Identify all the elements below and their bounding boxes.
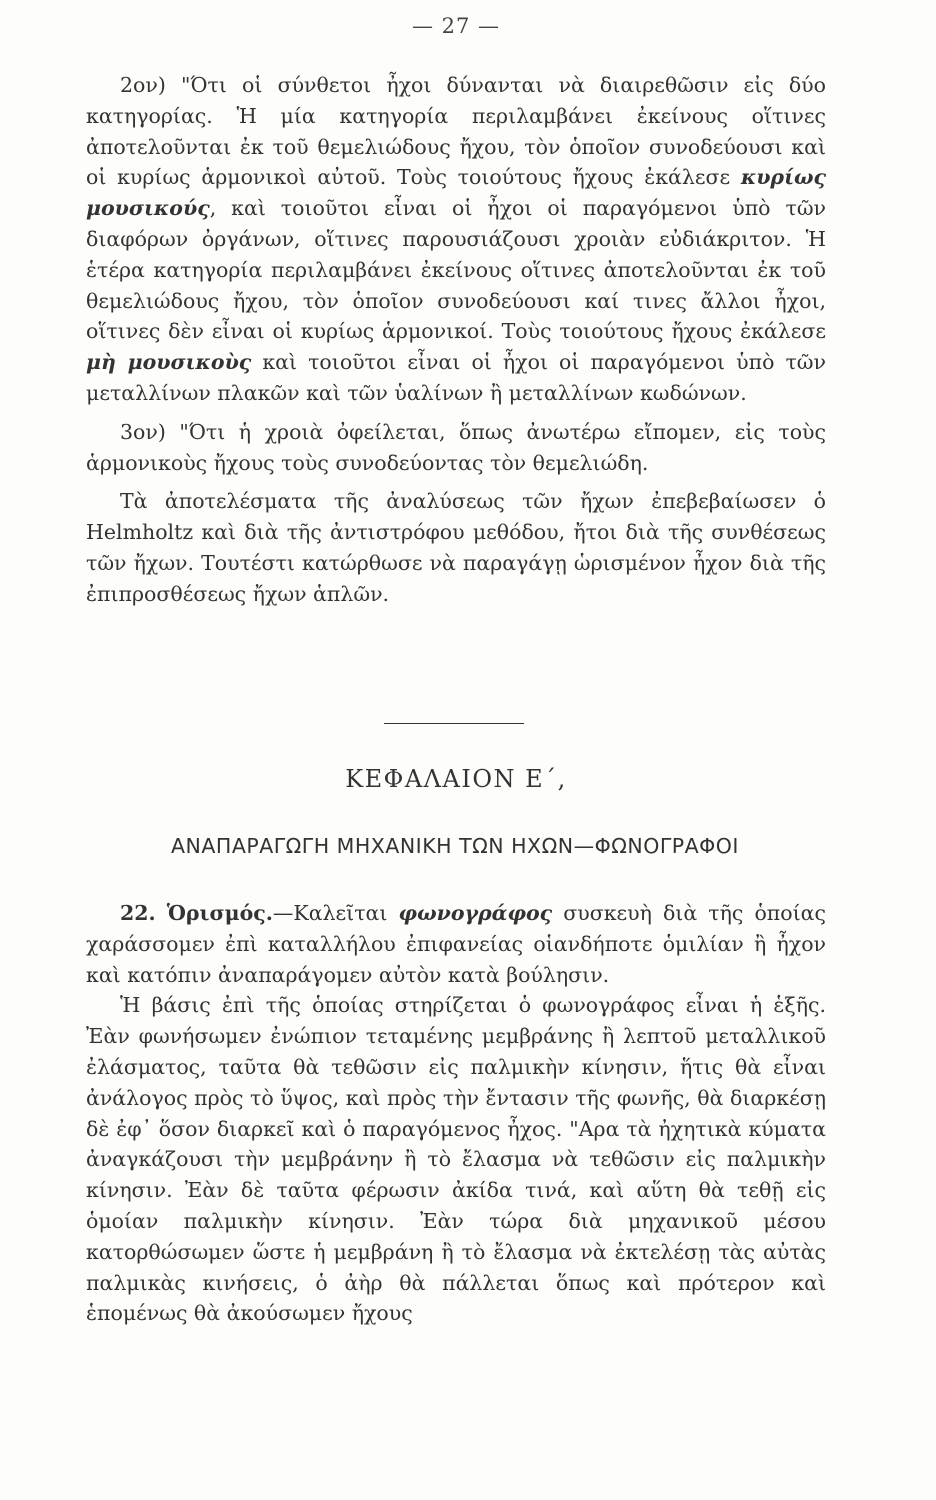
section-title: Ὁρισμός. [166,901,273,925]
paragraph-definition: 22. Ὁρισμός.—Καλεῖται φωνογράφος συσκευὴ διὰ τῆς ὁποίας χαράσσομεν ἐπὶ καταλλήλου ἐπιφανείας οἱανδήποτε ὁμιλίαν ἢ ἦχον καὶ κατόπιν ἀναπαράγομεν αὐτὸν κατὰ βούλησιν. [86,901,826,987]
page-number: — 27 — [411,14,501,38]
paragraph-basis: Ἡ βάσις ἐπὶ τῆς ὁποίας στηρίζεται ὁ φωνογράφος εἶναι ἡ ἑξῆς. Ἐὰν φωνήσωμεν ἐνώπιον τεταμένης μεμβράνης ἢ λεπτοῦ μεταλλικοῦ ἐλάσματος, ταῦτα θὰ τεθῶσιν εἰς παλμικὴν κίνησιν, ἥτις θὰ εἶναι ἀνάλογος πρὸς τὸ ὕψος, καὶ πρὸς τὴν ἔντασιν τῆς φωνῆς, θὰ διαρκέσῃ δὲ ἐφ᾽ ὅσον διαρκεῖ καὶ ὁ παραγόμενος ἦχος. "Αρα τὰ ἠχητικὰ κύματα ἀναγκάζουσι τὴν μεμβράνην ἢ τὸ ἔλασμα νὰ τεθῶσιν εἰς παλμικὴν κίνησιν. Ἐὰν δὲ ταῦτα φέρωσιν ἀκίδα τινά, καὶ αὕτη θὰ τεθῇ εἰς ὁμοίαν παλμικὴν κίνησιν. Ἐὰν τώρα διὰ μηχανικοῦ μέσου κατορθώσωμεν ὥστε ἡ μεμβράνη ἢ τὸ ἔλασμα νὰ ἐκτελέσῃ τὰς αὐτὰς παλμικὰς κινήσεις, ὁ ἀὴρ θὰ πάλλεται ὅπως καὶ πρότερον καὶ ἑπομένως θὰ ἀκούσωμεν ἤχους [86,993,826,1326]
divider-rule [384,723,524,724]
section-number: 22. [120,901,156,925]
text-block-top [86,70,826,610]
chapter-subtitle: ΑΝΑΠΑΡΑΓΩΓΗ ΜΗΧΑΝΙΚΗ ΤΩΝ ΗΧΩΝ—ΦΩΝΟΓΡΑΦΟΙ [171,834,739,858]
paragraph-2nd-point: 2ον) "Ότι οἱ σύνθετοι ἦχοι δύνανται νὰ διαιρεθῶσιν εἰς δύο κατηγορίας. Ἡ μία κατηγορία περιλαμβάνει ἐκείνους οἵτινες ἀποτελοῦνται ἐκ τοῦ θεμελιώδους ἤχου, τὸν ὁποῖον συνοδεύουσι καὶ οἱ κυρίως ἁρμονικοὶ αὐτοῦ. Τοὺς τοιούτους ἤχους ἐκάλεσε κυρίως μουσικούς, καὶ τοιοῦτοι εἶναι οἱ ἦχοι οἱ παραγόμενοι ὑπὸ τῶν διαφόρων ὀργάνων, οἵτινες παρουσιάζουσι χροιὰν εὐδιάκριτον. Ἡ ἑτέρα κατηγορία περιλαμβάνει ἐκείνους οἵτινες ἀποτελοῦνται ἐκ τοῦ θεμελιώδους ἤχου, τὸν ὁποῖον συνοδεύουσι καί τινες ἄλλοι ἦχοι, οἵτινες δὲν εἶναι οἱ κυρίως ἁρμονικοί. Τοὺς τοιούτους ἤχους ἐκάλεσε μὴ μουσικοὺς καὶ τοιοῦτοι εἶναι οἱ ἦχοι οἱ παραγόμενοι ὑπὸ τῶν μεταλλίνων πλακῶν καὶ τῶν ὑαλίνων ἢ μεταλλίνων κωδώνων. [86,73,826,405]
chapter-title: ΚΕΦΑΛΑΙΟΝ Ε΄, [345,765,567,793]
paragraph-3rd-point: 3ον) "Ότι ἡ χροιὰ ὀφείλεται, ὅπως ἀνωτέρω εἴπομεν, εἰς τοὺς ἁρμονικοὺς ἤχους τοὺς συνοδεύοντας τὸν θεμελιώδη. [86,419,826,475]
emphasis-mi-mousikous: μὴ μουσικοὺς [86,350,252,375]
emphasis-fonografos: φωνογράφος [398,901,553,925]
emphasis-kyrios-mousikous: κυρίως μουσικούς [86,165,826,221]
paragraph-helmholtz: Τὰ ἀποτελέσματα τῆς ἀναλύσεως τῶν ἤχων ἐπεβεβαίωσεν ὁ Helmholtz καὶ διὰ τῆς ἀντιστρόφου μεθόδου, ἤτοι διὰ τῆς συνθέσεως τῶν ἤχων. Τουτέστι κατώρθωσε νὰ παραγάγῃ ὡρισμένον ἦχον διὰ τῆς ἐπιπροσθέσεως ἤχων ἁπλῶν. [86,489,826,606]
text-block-bottom [86,898,826,1329]
